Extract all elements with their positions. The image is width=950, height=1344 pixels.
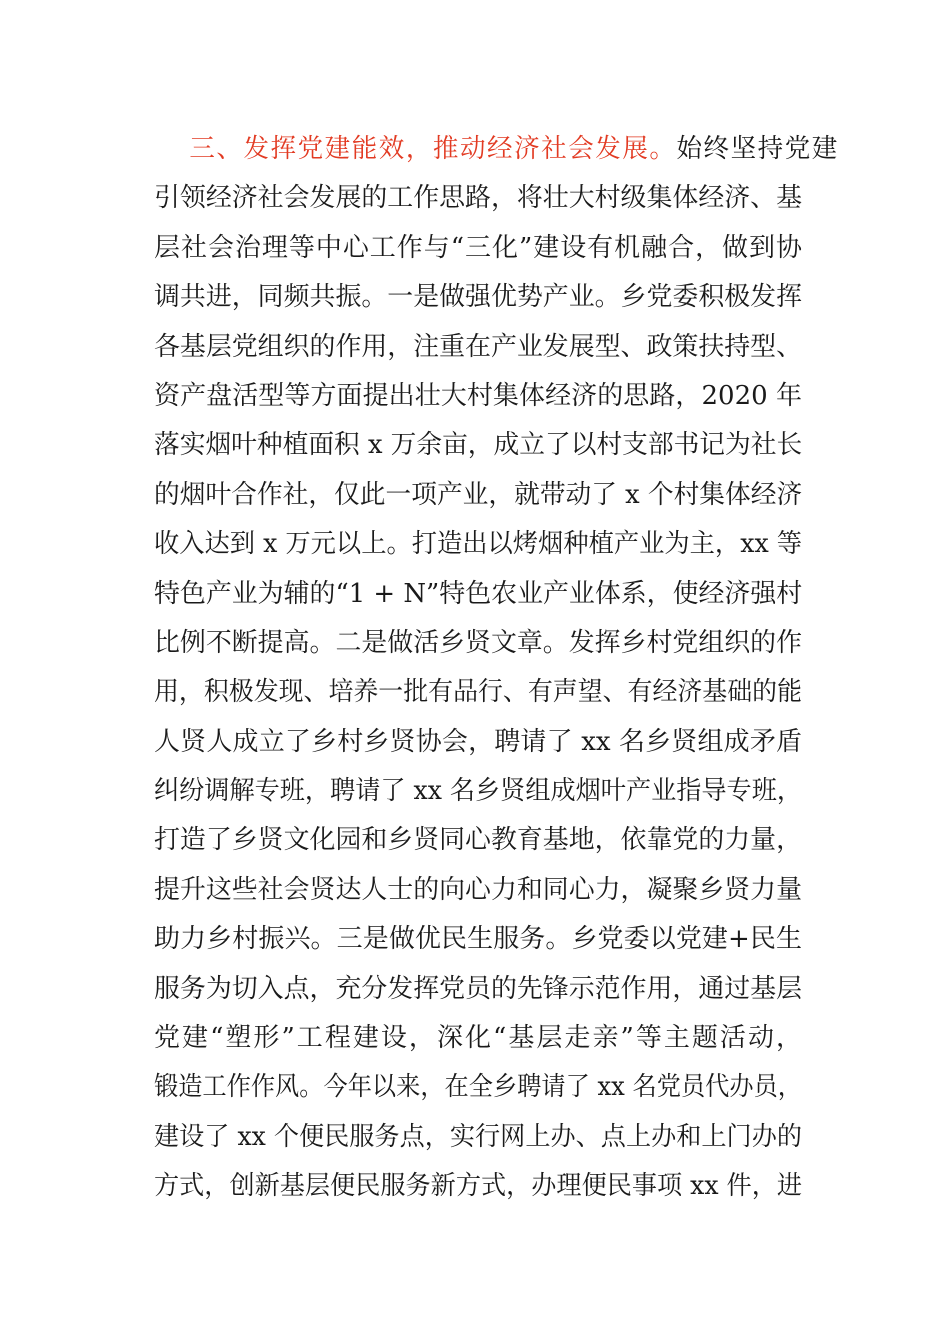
- text-line: 资产盘活型等方面提出壮大村集体经济的思路，2020 年: [154, 380, 802, 411]
- text-line: 锻造工作作风。今年以来，在全乡聘请了 xx 名党员代办员，: [154, 1072, 802, 1103]
- text-line: 党建“塑形”工程建设，深化“基层走亲”等主题活动，: [154, 1023, 802, 1054]
- text-line: 调共进，同频共振。一是做强优势产业。乡党委积极发挥: [154, 282, 803, 313]
- paragraph-first-line: [154, 125, 837, 174]
- text-line: 助力乡村振兴。三是做优民生服务。乡党委以党建+民生: [154, 924, 802, 955]
- text-line: 方式，创新基层便民服务新方式，办理便民事项 xx 件，进: [154, 1171, 802, 1202]
- text-line: 用，积极发现、培养一批有品行、有声望、有经济基础的能: [154, 677, 803, 708]
- text-line: 提升这些社会贤达人士的向心力和同心力，凝聚乡贤力量: [154, 874, 803, 905]
- text-line: 建设了 xx 个便民服务点，实行网上办、点上办和上门办的: [154, 1121, 802, 1152]
- text-line: 服务为切入点，充分发挥党员的先锋示范作用，通过基层: [154, 973, 803, 1004]
- text-line: 各基层党组织的作用，注重在产业发展型、政策扶持型、: [154, 331, 803, 362]
- text-line: 人贤人成立了乡村乡贤协会，聘请了 xx 名乡贤组成矛盾: [154, 726, 802, 757]
- text-line: 打造了乡贤文化园和乡贤同心教育基地，依靠党的力量，: [154, 825, 803, 856]
- text-line: 始终坚持党建: [676, 134, 838, 164]
- text-line: 的烟叶合作社，仅此一项产业，就带动了 x 个村集体经济: [154, 479, 803, 510]
- text-line: 收入达到 x 万元以上。打造出以烤烟种植产业为主，xx 等: [154, 529, 802, 560]
- text-line: 层社会治理等中心工作与“三化”建设有机融合，做到协: [154, 232, 802, 263]
- text-line: 纠纷调解专班，聘请了 xx 名乡贤组成烟叶产业指导专班，: [154, 776, 802, 807]
- text-line: 落实烟叶种植面积 x 万余亩，成立了以村支部书记为社长: [154, 430, 803, 461]
- document-body: [154, 125, 838, 1212]
- text-line: 特色产业为辅的“1 + N”特色农业产业体系，使经济强村: [154, 578, 803, 609]
- text-line: 比例不断提高。二是做活乡贤文章。发挥乡村党组织的作: [154, 627, 803, 658]
- section-heading: 三、发挥党建能效，推动经济社会发展。: [189, 134, 677, 164]
- text-line: 引领经济社会发展的工作思路，将壮大村级集体经济、基: [154, 183, 803, 214]
